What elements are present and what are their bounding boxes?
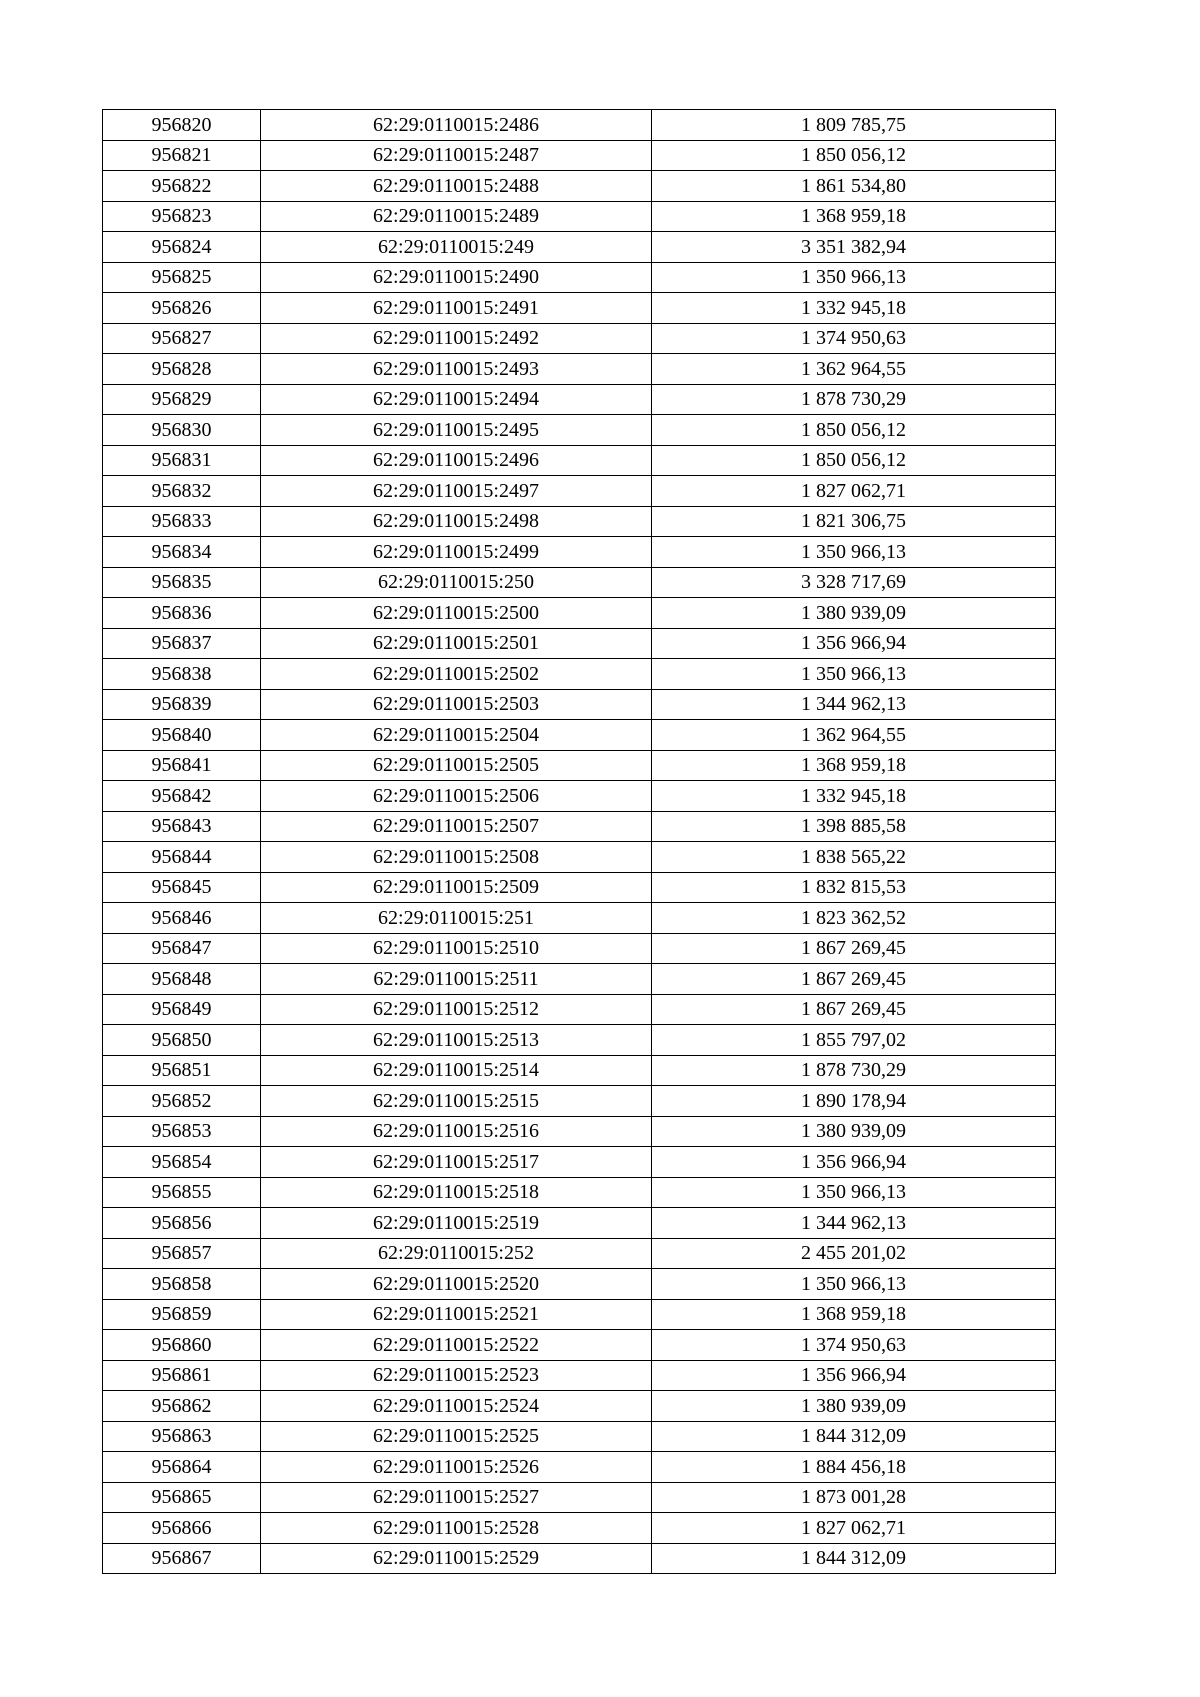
row-number-cell: 956835: [103, 567, 261, 598]
row-number-cell: 956825: [103, 262, 261, 293]
row-number-cell: 956827: [103, 323, 261, 354]
cadastral-number-cell: 62:29:0110015:2517: [261, 1147, 652, 1178]
row-number-cell: 956863: [103, 1421, 261, 1452]
table-row: [103, 1391, 1056, 1422]
cadastral-number-cell: 62:29:0110015:2493: [261, 354, 652, 385]
cadastral-value-cell: 1 380 939,09: [652, 598, 1056, 629]
cadastral-value-cell: 1 861 534,80: [652, 171, 1056, 202]
table-row: [103, 1360, 1056, 1391]
cadastral-number-cell: 62:29:0110015:2522: [261, 1330, 652, 1361]
table-row: [103, 232, 1056, 263]
cadastral-number-cell: 62:29:0110015:2498: [261, 506, 652, 537]
cadastral-number-cell: 62:29:0110015:2489: [261, 201, 652, 232]
cadastral-value-cell: 1 332 945,18: [652, 293, 1056, 324]
row-number-cell: 956834: [103, 537, 261, 568]
cadastral-number-cell: 62:29:0110015:2529: [261, 1543, 652, 1574]
cadastral-value-cell: 1 827 062,71: [652, 1513, 1056, 1544]
table-row: [103, 1452, 1056, 1483]
table-row: [103, 506, 1056, 537]
row-number-cell: 956862: [103, 1391, 261, 1422]
table-row: [103, 811, 1056, 842]
cadastral-number-cell: 62:29:0110015:2523: [261, 1360, 652, 1391]
row-number-cell: 956851: [103, 1055, 261, 1086]
cadastral-number-cell: 62:29:0110015:2486: [261, 110, 652, 141]
cadastral-value-cell: 1 878 730,29: [652, 384, 1056, 415]
cadastral-number-cell: 62:29:0110015:2500: [261, 598, 652, 629]
cadastral-value-cell: 1 832 815,53: [652, 872, 1056, 903]
row-number-cell: 956852: [103, 1086, 261, 1117]
cadastral-value-cell: 1 356 966,94: [652, 1360, 1056, 1391]
cadastral-number-cell: 62:29:0110015:2488: [261, 171, 652, 202]
cadastral-number-cell: 62:29:0110015:2515: [261, 1086, 652, 1117]
cadastral-value-cell: 1 850 056,12: [652, 445, 1056, 476]
cadastral-number-cell: 62:29:0110015:2526: [261, 1452, 652, 1483]
table-row: [103, 781, 1056, 812]
table-row: [103, 1086, 1056, 1117]
cadastral-value-cell: 1 332 945,18: [652, 781, 1056, 812]
cadastral-value-cell: 1 380 939,09: [652, 1391, 1056, 1422]
table-row: [103, 476, 1056, 507]
cadastral-number-cell: 62:29:0110015:2499: [261, 537, 652, 568]
table-row: [103, 933, 1056, 964]
cadastral-number-cell: 62:29:0110015:2520: [261, 1269, 652, 1300]
table-row: [103, 293, 1056, 324]
row-number-cell: 956846: [103, 903, 261, 934]
row-number-cell: 956824: [103, 232, 261, 263]
cadastral-value-cell: 1 356 966,94: [652, 1147, 1056, 1178]
row-number-cell: 956841: [103, 750, 261, 781]
cadastral-number-cell: 62:29:0110015:2512: [261, 994, 652, 1025]
table-row: [103, 750, 1056, 781]
table-row: [103, 415, 1056, 446]
row-number-cell: 956838: [103, 659, 261, 690]
cadastral-number-cell: 62:29:0110015:2509: [261, 872, 652, 903]
table-row: [103, 1025, 1056, 1056]
table-row: [103, 1177, 1056, 1208]
row-number-cell: 956849: [103, 994, 261, 1025]
cadastral-number-cell: 62:29:0110015:2516: [261, 1116, 652, 1147]
cadastral-number-cell: 62:29:0110015:2508: [261, 842, 652, 873]
cadastral-value-cell: 1 850 056,12: [652, 140, 1056, 171]
cadastral-number-cell: 62:29:0110015:2501: [261, 628, 652, 659]
row-number-cell: 956865: [103, 1482, 261, 1513]
row-number-cell: 956847: [103, 933, 261, 964]
table-row: [103, 994, 1056, 1025]
row-number-cell: 956833: [103, 506, 261, 537]
table-row: [103, 1238, 1056, 1269]
cadastral-number-cell: 62:29:0110015:2502: [261, 659, 652, 690]
cadastral-value-table: [102, 109, 1056, 1574]
table-row: [103, 903, 1056, 934]
cadastral-number-cell: 62:29:0110015:2487: [261, 140, 652, 171]
row-number-cell: 956856: [103, 1208, 261, 1239]
table-row: [103, 1147, 1056, 1178]
cadastral-number-cell: 62:29:0110015:2491: [261, 293, 652, 324]
cadastral-number-cell: 62:29:0110015:2528: [261, 1513, 652, 1544]
cadastral-value-cell: 1 350 966,13: [652, 1177, 1056, 1208]
row-number-cell: 956858: [103, 1269, 261, 1300]
cadastral-value-cell: 1 374 950,63: [652, 323, 1056, 354]
table-row: [103, 140, 1056, 171]
row-number-cell: 956853: [103, 1116, 261, 1147]
row-number-cell: 956857: [103, 1238, 261, 1269]
row-number-cell: 956836: [103, 598, 261, 629]
cadastral-number-cell: 62:29:0110015:2495: [261, 415, 652, 446]
table-row: [103, 720, 1056, 751]
table-row: [103, 323, 1056, 354]
table-row: [103, 201, 1056, 232]
row-number-cell: 956830: [103, 415, 261, 446]
row-number-cell: 956860: [103, 1330, 261, 1361]
row-number-cell: 956828: [103, 354, 261, 385]
cadastral-value-cell: 1 827 062,71: [652, 476, 1056, 507]
cadastral-number-cell: 62:29:0110015:2492: [261, 323, 652, 354]
table-row: [103, 1269, 1056, 1300]
cadastral-number-cell: 62:29:0110015:2518: [261, 1177, 652, 1208]
cadastral-value-cell: 1 344 962,13: [652, 689, 1056, 720]
cadastral-number-cell: 62:29:0110015:2507: [261, 811, 652, 842]
cadastral-number-cell: 62:29:0110015:2494: [261, 384, 652, 415]
row-number-cell: 956839: [103, 689, 261, 720]
cadastral-value-cell: 1 350 966,13: [652, 659, 1056, 690]
table-row: [103, 567, 1056, 598]
cadastral-number-cell: 62:29:0110015:2506: [261, 781, 652, 812]
cadastral-value-cell: 1 356 966,94: [652, 628, 1056, 659]
cadastral-number-cell: 62:29:0110015:2514: [261, 1055, 652, 1086]
table-row: [103, 1421, 1056, 1452]
cadastral-value-cell: 1 823 362,52: [652, 903, 1056, 934]
table-body: [103, 110, 1056, 1574]
table-row: [103, 964, 1056, 995]
row-number-cell: 956842: [103, 781, 261, 812]
cadastral-number-cell: 62:29:0110015:2510: [261, 933, 652, 964]
cadastral-number-cell: 62:29:0110015:2511: [261, 964, 652, 995]
row-number-cell: 956840: [103, 720, 261, 751]
cadastral-value-cell: 1 878 730,29: [652, 1055, 1056, 1086]
cadastral-number-cell: 62:29:0110015:2505: [261, 750, 652, 781]
cadastral-value-cell: 1 368 959,18: [652, 750, 1056, 781]
row-number-cell: 956843: [103, 811, 261, 842]
table-row: [103, 1482, 1056, 1513]
cadastral-number-cell: 62:29:0110015:251: [261, 903, 652, 934]
table-row: [103, 872, 1056, 903]
cadastral-value-cell: 2 455 201,02: [652, 1238, 1056, 1269]
cadastral-value-cell: 1 884 456,18: [652, 1452, 1056, 1483]
row-number-cell: 956823: [103, 201, 261, 232]
table-row: [103, 1543, 1056, 1574]
cadastral-value-cell: 1 350 966,13: [652, 262, 1056, 293]
table-row: [103, 1055, 1056, 1086]
cadastral-number-cell: 62:29:0110015:2527: [261, 1482, 652, 1513]
cadastral-number-cell: 62:29:0110015:249: [261, 232, 652, 263]
table-row: [103, 1299, 1056, 1330]
row-number-cell: 956820: [103, 110, 261, 141]
row-number-cell: 956848: [103, 964, 261, 995]
cadastral-value-cell: 1 344 962,13: [652, 1208, 1056, 1239]
cadastral-number-cell: 62:29:0110015:2513: [261, 1025, 652, 1056]
table-row: [103, 171, 1056, 202]
table-row: [103, 354, 1056, 385]
table-row: [103, 1513, 1056, 1544]
row-number-cell: 956832: [103, 476, 261, 507]
cadastral-number-cell: 62:29:0110015:2521: [261, 1299, 652, 1330]
cadastral-number-cell: 62:29:0110015:2497: [261, 476, 652, 507]
row-number-cell: 956867: [103, 1543, 261, 1574]
cadastral-number-cell: 62:29:0110015:2519: [261, 1208, 652, 1239]
cadastral-value-cell: 1 844 312,09: [652, 1543, 1056, 1574]
row-number-cell: 956864: [103, 1452, 261, 1483]
row-number-cell: 956821: [103, 140, 261, 171]
cadastral-value-cell: 1 867 269,45: [652, 964, 1056, 995]
cadastral-value-cell: 1 362 964,55: [652, 354, 1056, 385]
cadastral-value-cell: 1 867 269,45: [652, 933, 1056, 964]
cadastral-value-cell: 1 362 964,55: [652, 720, 1056, 751]
row-number-cell: 956826: [103, 293, 261, 324]
cadastral-value-cell: 1 368 959,18: [652, 201, 1056, 232]
cadastral-number-cell: 62:29:0110015:250: [261, 567, 652, 598]
row-number-cell: 956822: [103, 171, 261, 202]
cadastral-number-cell: 62:29:0110015:2490: [261, 262, 652, 293]
cadastral-number-cell: 62:29:0110015:2496: [261, 445, 652, 476]
cadastral-value-cell: 1 855 797,02: [652, 1025, 1056, 1056]
cadastral-value-cell: 1 350 966,13: [652, 1269, 1056, 1300]
table-row: [103, 384, 1056, 415]
row-number-cell: 956837: [103, 628, 261, 659]
row-number-cell: 956866: [103, 1513, 261, 1544]
row-number-cell: 956844: [103, 842, 261, 873]
cadastral-value-cell: 1 809 785,75: [652, 110, 1056, 141]
table-row: [103, 445, 1056, 476]
cadastral-value-cell: 1 350 966,13: [652, 537, 1056, 568]
cadastral-value-cell: 1 838 565,22: [652, 842, 1056, 873]
cadastral-value-cell: 1 380 939,09: [652, 1116, 1056, 1147]
row-number-cell: 956859: [103, 1299, 261, 1330]
cadastral-value-cell: 1 368 959,18: [652, 1299, 1056, 1330]
cadastral-value-cell: 1 890 178,94: [652, 1086, 1056, 1117]
table-row: [103, 537, 1056, 568]
table-row: [103, 659, 1056, 690]
row-number-cell: 956854: [103, 1147, 261, 1178]
row-number-cell: 956829: [103, 384, 261, 415]
table-row: [103, 1330, 1056, 1361]
cadastral-value-cell: 1 850 056,12: [652, 415, 1056, 446]
cadastral-value-cell: 3 328 717,69: [652, 567, 1056, 598]
cadastral-value-cell: 1 873 001,28: [652, 1482, 1056, 1513]
table-row: [103, 262, 1056, 293]
cadastral-value-cell: 1 398 885,58: [652, 811, 1056, 842]
table-row: [103, 1208, 1056, 1239]
cadastral-number-cell: 62:29:0110015:2525: [261, 1421, 652, 1452]
cadastral-number-cell: 62:29:0110015:2524: [261, 1391, 652, 1422]
cadastral-number-cell: 62:29:0110015:2504: [261, 720, 652, 751]
row-number-cell: 956861: [103, 1360, 261, 1391]
cadastral-value-cell: 1 844 312,09: [652, 1421, 1056, 1452]
table-row: [103, 598, 1056, 629]
table-row: [103, 842, 1056, 873]
table-row: [103, 1116, 1056, 1147]
row-number-cell: 956850: [103, 1025, 261, 1056]
cadastral-value-cell: 1 821 306,75: [652, 506, 1056, 537]
cadastral-number-cell: 62:29:0110015:2503: [261, 689, 652, 720]
row-number-cell: 956845: [103, 872, 261, 903]
cadastral-number-cell: 62:29:0110015:252: [261, 1238, 652, 1269]
row-number-cell: 956831: [103, 445, 261, 476]
table-row: [103, 689, 1056, 720]
table-row: [103, 110, 1056, 141]
cadastral-value-cell: 1 867 269,45: [652, 994, 1056, 1025]
table-row: [103, 628, 1056, 659]
cadastral-value-cell: 3 351 382,94: [652, 232, 1056, 263]
row-number-cell: 956855: [103, 1177, 261, 1208]
cadastral-value-cell: 1 374 950,63: [652, 1330, 1056, 1361]
